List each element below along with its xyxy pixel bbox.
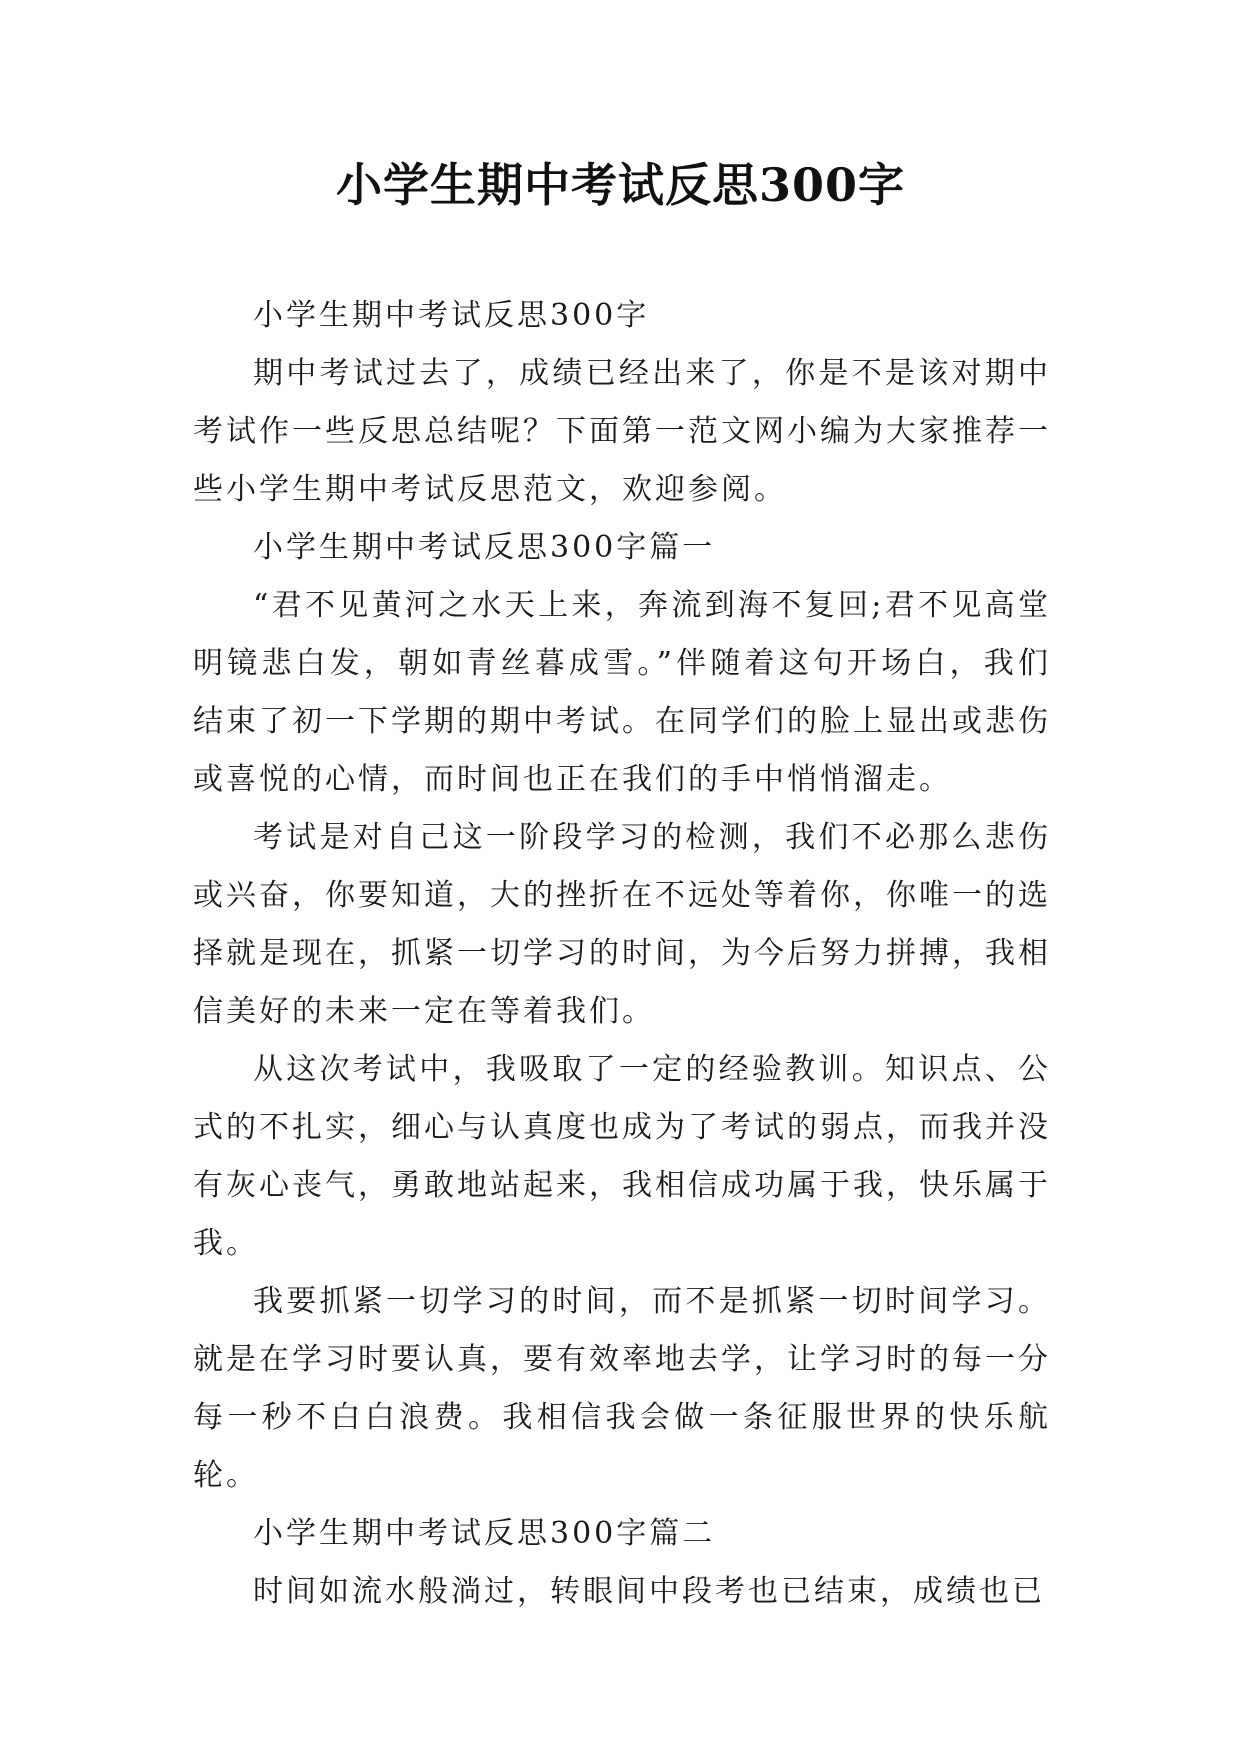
section-heading-1: 小学生期中考试反思300字篇一 xyxy=(253,530,716,565)
paragraph-exam: 考试是对自己这一阶段学习的检测，我们不必那么悲伤或兴奋，你要知道，大的挫折在不远处等着你，你唯一的选择就是现在，抓紧一切学习的时间，为今后努力拼搏，我相信美好的未来一定在等着我们。 xyxy=(193,820,1051,1029)
paragraph-lessons: 从这次考试中，我吸取了一定的经验教训。知识点、公式的不扎实，细心与认真度也成为了考试的弱点，而我并没有灰心丧气，勇敢地站起来，我相信成功属于我，快乐属于我。 xyxy=(193,1052,1051,1261)
document-title: 小学生期中考试反思300字 xyxy=(335,158,906,212)
paragraph-intro: 期中考试过去了，成绩已经出来了，你是不是该对期中考试作一些反思总结呢？下面第一范文网小编为大家推荐一些小学生期中考试反思范文，欢迎参阅。 xyxy=(193,356,1051,507)
paragraph-study: 我要抓紧一切学习的时间，而不是抓紧一切时间学习。就是在学习时要认真，要有效率地去学，让学习时的每一分每一秒不白白浪费。我相信我会做一条征服世界的快乐航轮。 xyxy=(193,1284,1051,1493)
paragraph-time: 时间如流水般淌过，转眼间中段考也已结束，成绩也已 xyxy=(253,1574,1045,1609)
paragraph-poem: “君不见黄河之水天上来，奔流到海不复回;君不见高堂明镜悲白发，朝如青丝暮成雪。”伴随着这句开场白，我们结束了初一下学期的期中考试。在同学们的脸上显出或悲伤或喜悦的心情，而时间也正在我们的手中悄悄溜走。 xyxy=(193,588,1051,797)
section-heading-2: 小学生期中考试反思300字篇二 xyxy=(253,1516,716,1551)
paragraph-subtitle: 小学生期中考试反思300字 xyxy=(253,298,650,333)
document-body xyxy=(193,287,1051,1621)
